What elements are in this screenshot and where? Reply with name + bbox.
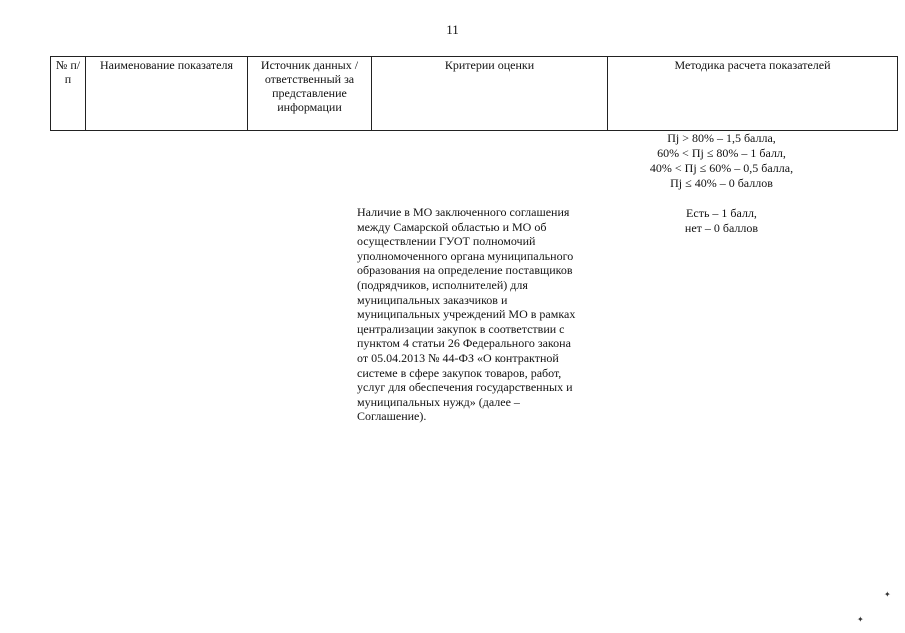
percent-scoring-scale bbox=[580, 131, 863, 191]
column-indicator-name: Наименование показателя bbox=[86, 57, 248, 131]
scale-line: 40% < Пj ≤ 60% – 0,5 балла, bbox=[649, 161, 794, 175]
scan-speck: ✦ bbox=[884, 590, 891, 599]
page-number: 11 bbox=[446, 22, 459, 37]
table-header-row bbox=[51, 57, 898, 131]
column-data-source: Источник данных / ответственный за представление информации bbox=[248, 57, 372, 131]
agreement-criterion-text: Наличие в МО заключенного соглашения между Самарской областью и МО об осуществлении ГУОТ полномочий уполномоченного органа муниципального образования на определение поставщиков (подрядчиков, исполнителей) для муниципальных заказчиков и муниципальных учреждений МО в рамках централизации закупок в соответствии с пунктом 4 статьи 26 Федерального закона от 05.04.2013 № 44-ФЗ «О контрактной системе в сфере закупок товаров, работ, услуг для обеспечения государственных и муниципальных нужд» (далее – Соглашение). bbox=[357, 205, 576, 424]
column-calculation-method: Методика расчета показателей bbox=[608, 57, 898, 131]
column-evaluation-criteria: Критерии оценки bbox=[372, 57, 608, 131]
scale-line: 60% < Пj ≤ 80% – 1 балл, bbox=[657, 146, 786, 160]
score-line: Есть – 1 балл, bbox=[686, 206, 757, 220]
scale-line: Пj > 80% – 1,5 балла, bbox=[667, 131, 776, 145]
scan-speck: ✦ bbox=[857, 615, 864, 624]
score-line: нет – 0 баллов bbox=[684, 221, 759, 235]
scale-line: Пj ≤ 40% – 0 баллов bbox=[670, 176, 773, 190]
agreement-scoring bbox=[580, 206, 863, 236]
indicators-table-header bbox=[50, 56, 898, 131]
column-number: № п/п bbox=[51, 57, 86, 131]
